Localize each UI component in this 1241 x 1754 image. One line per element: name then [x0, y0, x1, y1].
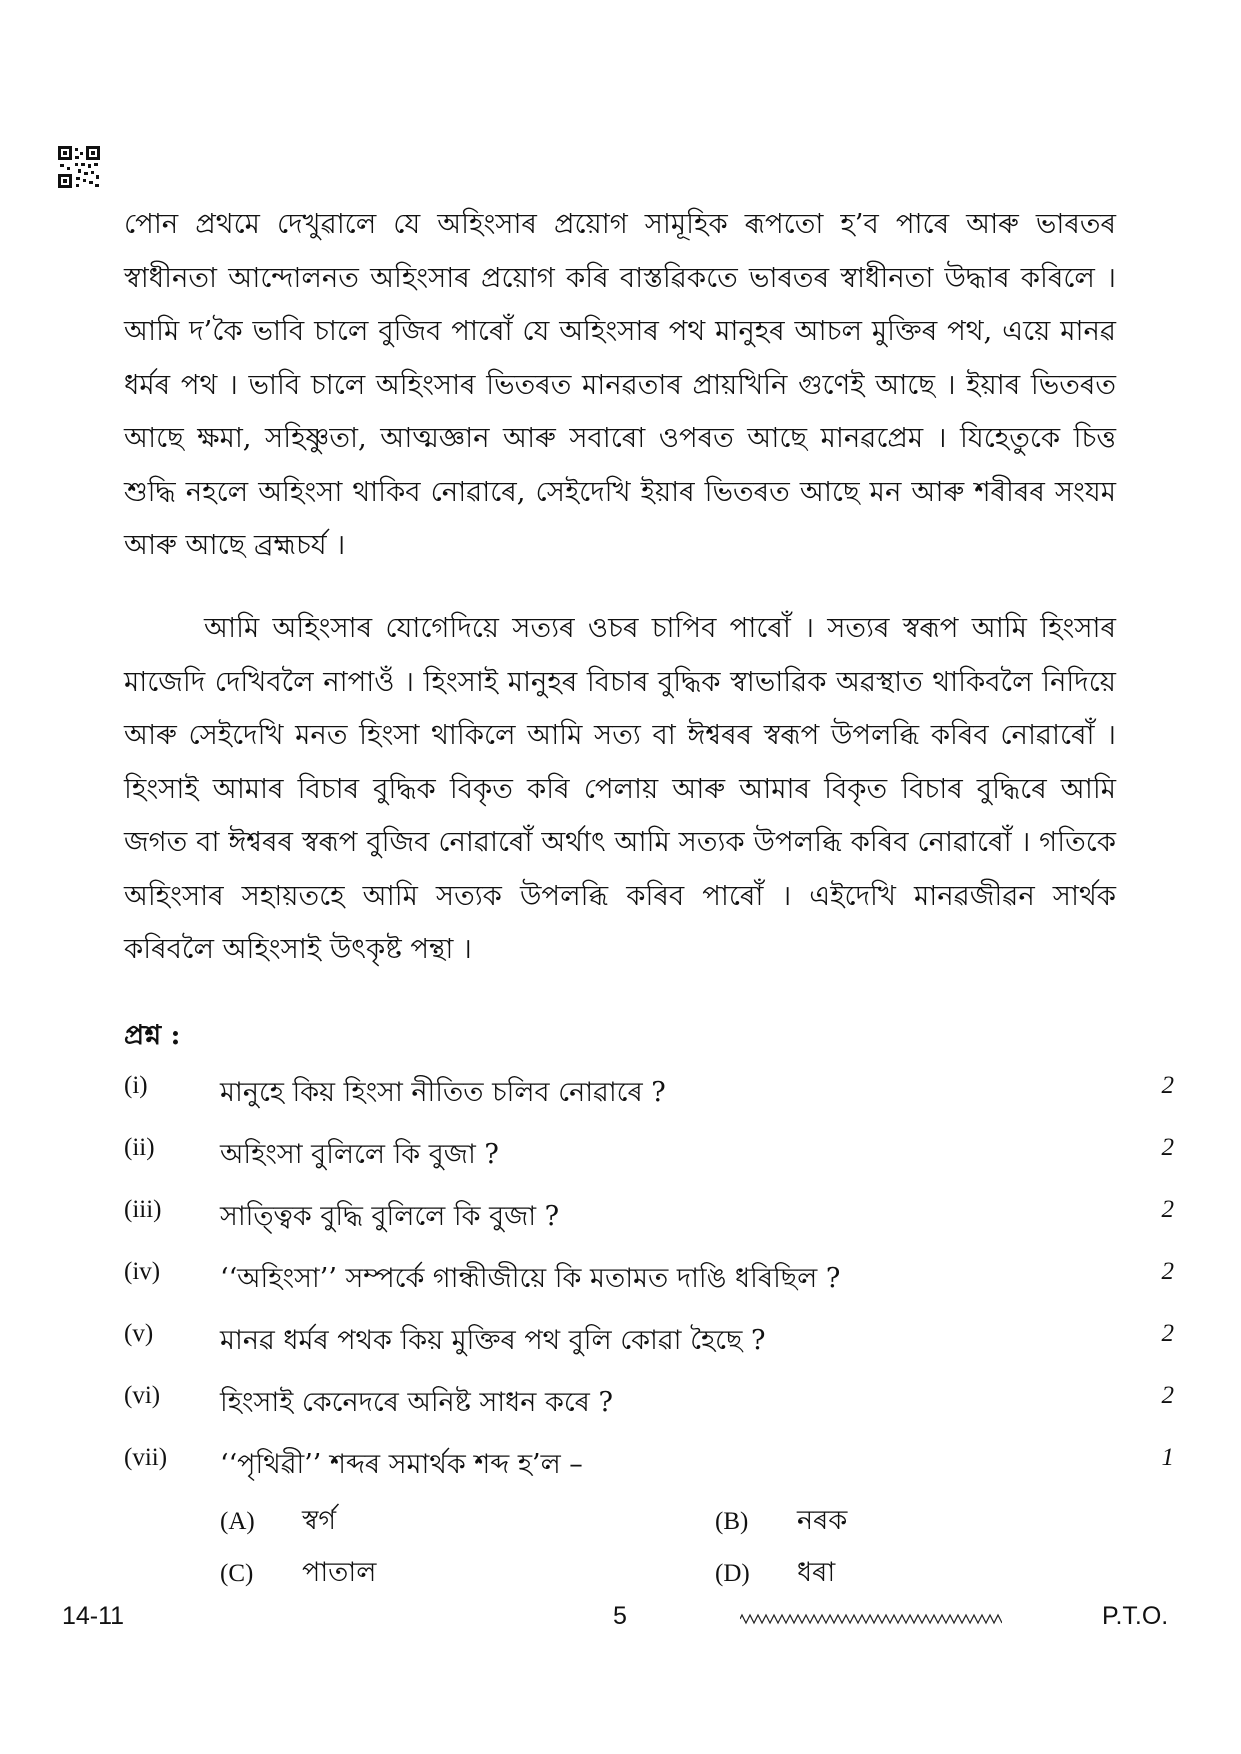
- option-label: (A): [220, 1508, 255, 1535]
- question-text: ‘‘পৃথিৱী’’ শব্দৰ সমাৰ্থক শব্দ হ’ল –: [220, 1449, 583, 1480]
- option-c: [220, 1552, 376, 1597]
- question-item: [124, 1134, 1174, 1174]
- question-marks: 2: [1161, 1134, 1174, 1161]
- option-a: [220, 1500, 336, 1545]
- question-text: মানুহে কিয় হিংসা নীতিত চলিব নোৱাৰে ?: [220, 1077, 666, 1108]
- question-marks: 2: [1161, 1258, 1174, 1285]
- question-marks: 2: [1161, 1196, 1174, 1223]
- option-text: নৰক: [797, 1505, 848, 1536]
- pto-label: P.T.O.: [1102, 1602, 1169, 1630]
- option-d: [715, 1552, 835, 1597]
- qr-code-icon: [58, 146, 100, 188]
- question-item: [124, 1072, 1174, 1112]
- question-marks: 1: [1161, 1444, 1174, 1471]
- option-text: পাতাল: [302, 1557, 377, 1588]
- question-item: [124, 1444, 1174, 1484]
- passage-paragraph-2: আমি অহিংসাৰ যোগেদিয়ে সত্যৰ ওচৰ চাপিব পাৰোঁ । সত্যৰ স্বৰূপ আমি হিংসাৰ মাজেদি দেখিবলৈ নাপাওঁ । হিংসাই মানুহৰ বিচাৰ বুদ্ধিক স্বাভাৱিক অৱস্থাত থাকিবলৈ নিদিয়ে আৰু সেইদেখি মনত হিংসা থাকিলে আমি সত্য বা ঈশ্বৰৰ স্বৰূপ উপলব্ধি কৰিব নোৱাৰোঁ । হিংসাই আমাৰ বিচাৰ বুদ্ধিক বিকৃত কৰি পেলায় আৰু আমাৰ বিকৃত বিচাৰ বুদ্ধিৰে আমি জগত বা ঈশ্বৰৰ স্বৰূপ বুজিব নোৱাৰোঁ অৰ্থাৎ আমি সত্যক উপলব্ধি কৰিব নোৱাৰোঁ । গতিকে অহিংসাৰ সহায়তহে আমি সত্যক উপলব্ধি কৰিব পাৰোঁ । এইদেখি মানৱজীৱন সাৰ্থক কৰিবলৈ অহিংসাই উৎকৃষ্ট পন্থা ।: [124, 612, 1116, 965]
- question-marks: 2: [1161, 1320, 1174, 1347]
- question-number: (iv): [124, 1258, 161, 1285]
- option-text: ধৰা: [797, 1557, 836, 1588]
- option-b: [715, 1500, 847, 1545]
- question-marks: 2: [1161, 1072, 1174, 1099]
- option-label: (B): [715, 1508, 749, 1535]
- question-text: ‘‘অহিংসা’’ সম্পৰ্কে গান্ধীজীয়ে কি মতামত দাঙি ধৰিছিল ?: [220, 1263, 841, 1294]
- question-text: মানৱ ধৰ্মৰ পথক কিয় মুক্তিৰ পথ বুলি কোৱা হৈছে ?: [220, 1325, 766, 1356]
- question-number: (i): [124, 1072, 148, 1099]
- question-number: (v): [124, 1320, 154, 1347]
- question-item: [124, 1196, 1174, 1236]
- page-number: 5: [613, 1602, 627, 1630]
- paper-code: 14-11: [62, 1602, 125, 1630]
- question-number: (vii): [124, 1444, 168, 1471]
- question-marks: 2: [1161, 1382, 1174, 1409]
- option-label: (D): [715, 1560, 750, 1587]
- question-number: (ii): [124, 1134, 155, 1161]
- option-label: (C): [220, 1560, 254, 1587]
- question-item: [124, 1320, 1174, 1360]
- wavy-line-decoration: [740, 1612, 1002, 1626]
- passage-paragraph-1: পোন প্ৰথমে দেখুৱালে যে অহিংসাৰ প্ৰয়োগ সামূহিক ৰূপতো হ’ব পাৰে আৰু ভাৰতৰ স্বাধীনতা আন্দোলনত অহিংসাৰ প্ৰয়োগ কৰি বাস্তৱিকতে ভাৰতৰ স্বাধীনতা উদ্ধাৰ কৰিলে । আমি দ’কৈ ভাবি চালে বুজিব পাৰোঁ যে অহিংসাৰ পথ মানুহৰ আচল মুক্তিৰ পথ, এয়ে মানৱ ধৰ্মৰ পথ । ভাবি চালে অহিংসাৰ ভিতৰত মানৱতাৰ প্ৰায়খিনি গুণেই আছে । ইয়াৰ ভিতৰত আছে ক্ষমা, সহিষ্ণুতা, আত্মজ্ঞান আৰু সবাৰো ওপৰত আছে মানৱপ্ৰেম । যিহেতুকে চিত্ত শুদ্ধি নহলে অহিংসা থাকিব নোৱাৰে, সেইদেখি ইয়াৰ ভিতৰত আছে মন আৰু শৰীৰৰ সংযম আৰু আছে ব্ৰহ্মচৰ্য ।: [124, 208, 1116, 561]
- question-number: (iii): [124, 1196, 162, 1223]
- question-item: [124, 1382, 1174, 1422]
- questions-heading: প্ৰশ্ন :: [124, 1020, 181, 1051]
- question-number: (vi): [124, 1382, 161, 1409]
- option-text: স্বৰ্গ: [302, 1505, 337, 1536]
- question-text: হিংসাই কেনেদৰে অনিষ্ট সাধন কৰে ?: [220, 1387, 613, 1418]
- question-text: অহিংসা বুলিলে কি বুজা ?: [220, 1139, 499, 1170]
- question-item: [124, 1258, 1174, 1298]
- question-text: সাত্ত্বিক বুদ্ধি বুলিলে কি বুজা ?: [220, 1201, 560, 1232]
